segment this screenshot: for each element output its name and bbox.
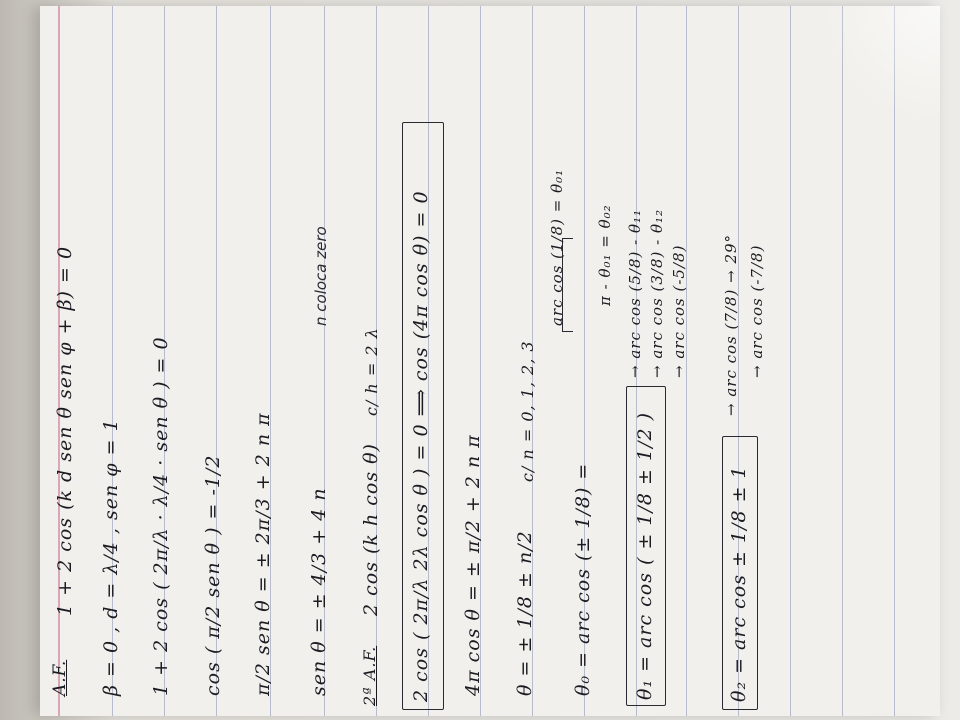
line-7-condition: c/ h = 2 λ (362, 327, 381, 416)
line-12-a: → arc cos (5/8) - θ₁₁ (626, 208, 644, 378)
line-13-b: → arc cos (-7/8) (748, 244, 766, 378)
light-glare (820, 6, 940, 126)
line-13: θ₂ = arc cos ± 1/8 ± 1 (728, 465, 750, 702)
title: A.F. (50, 659, 70, 696)
line-6: sen θ = ± 4/3 + 4 n (308, 487, 330, 696)
line-2: β = 0 , d = λ/4 , sen φ = 1 (100, 418, 122, 696)
line-3: 1 + 2 cos ( 2π/λ · λ/4 · sen θ ) = 0 (150, 336, 172, 696)
line-10: θ = ± 1/8 ± n/2 (514, 530, 536, 696)
line-11-b: π - θ₀₁ = θ₀₂ (596, 204, 614, 306)
line-8: 2 cos ( 2π/λ 2λ cos θ ) = 0 ⟹ cos (4π cos θ) = 0 (410, 190, 432, 702)
line-12-b: → arc cos (3/8) - θ₁₂ (648, 208, 666, 378)
line-11: θ₀ = arc cos (± 1/8) = (572, 462, 594, 696)
section-label: 2ª A.F. (360, 645, 379, 706)
line-5: π/2 sen θ = ± 2π/3 + 2 n π (252, 412, 274, 696)
line-13-a: → arc cos (7/8) → 29° (722, 233, 740, 416)
line-9: 4π cos θ = ± π/2 + 2 n π (462, 434, 484, 696)
line-10-condition: c/ n = 0, 1, 2, 3 (518, 340, 537, 482)
line-6-note: n coloca zero (312, 226, 330, 326)
ruled-line (790, 6, 791, 716)
line-4: cos ( π/2 sen θ ) = -1/2 (202, 454, 224, 696)
line-1: 1 + 2 cos (k d sen θ sen φ + β) = 0 (54, 245, 76, 616)
line-11-a: arc cos (1/8) = θ₀₁ (548, 168, 566, 326)
line-7: 2 cos (k h cos θ) (360, 443, 382, 616)
notebook-page (40, 6, 940, 716)
line-12-c: → arc cos (-5/8) (670, 244, 688, 378)
line-12: θ₁ = arc cos ( ± 1/8 ± 1/2 ) (634, 411, 656, 700)
